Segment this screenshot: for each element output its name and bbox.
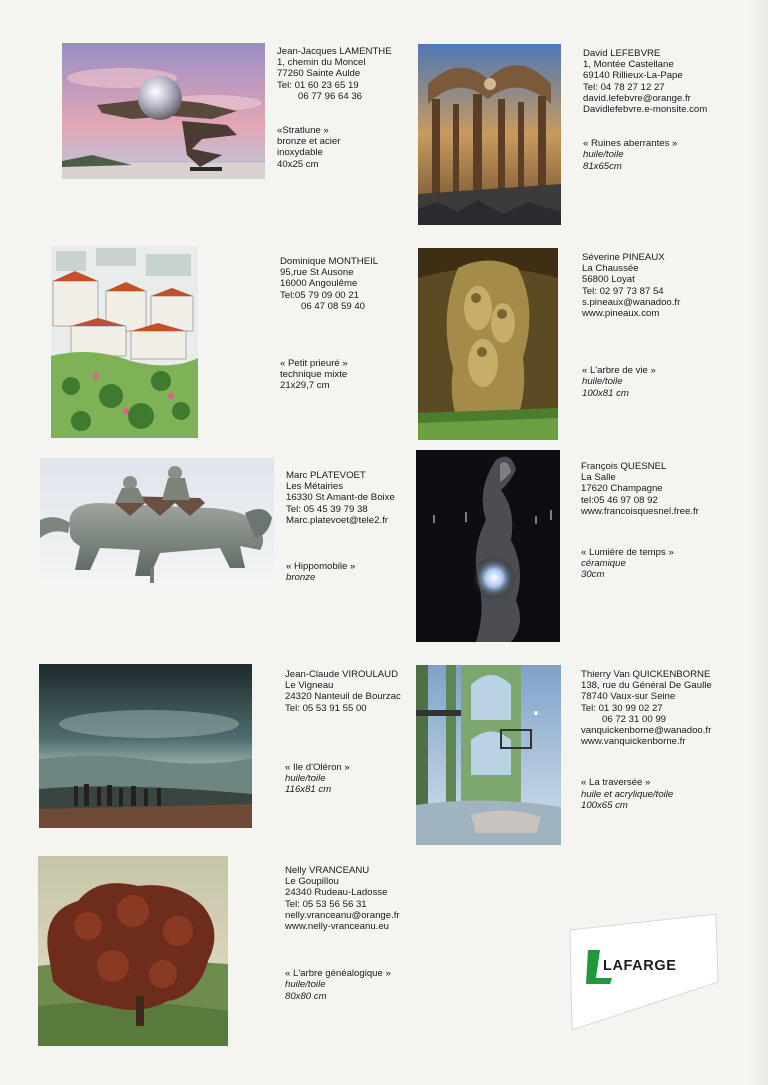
artist-phone: Tel: 05 45 39 79 38 xyxy=(286,503,368,515)
artwork-technique: huile et acrylique/toile xyxy=(581,788,674,800)
artist-email: s.pineaux@wanadoo.fr xyxy=(582,296,681,308)
artist-phone: Tel:05 79 09 00 21 xyxy=(280,289,359,301)
artist-email: Marc.platevoet@tele2.fr xyxy=(286,514,388,526)
artist-phone: Tel: 05 53 91 55 00 xyxy=(285,702,367,714)
artist-address: 1, chemin du Moncel xyxy=(277,57,366,69)
artist-name: David LEFEBVRE xyxy=(583,48,661,59)
artist-info-pineaux xyxy=(582,252,757,399)
artwork-ile-d-oleron-image xyxy=(39,664,252,828)
artwork-size: 116x81 cm xyxy=(285,784,332,796)
artist-address: 138, rue du Général De Gaulle xyxy=(581,680,712,692)
artwork-size: 80x80 cm xyxy=(285,990,327,1002)
artist-email: nelly.vranceanu@orange.fr xyxy=(285,909,400,921)
artist-phone: tel:05 46 97 08 92 xyxy=(581,494,658,506)
artist-city: 77260 Sainte Aulde xyxy=(277,68,361,80)
artwork-title: « Ile d'Oléron » xyxy=(285,761,350,773)
artwork-title: « Lumière de temps » xyxy=(581,547,674,559)
artist-phone: Tel: 01 30 99 02 27 xyxy=(581,702,663,714)
artist-address: 1, Montée Castellane xyxy=(583,59,674,71)
artwork-technique: huile/toile xyxy=(285,773,326,785)
artist-mobile: 06 77 96 64 36 xyxy=(298,90,363,102)
artwork-technique: huile/toile xyxy=(285,979,326,991)
artist-info-quesnel xyxy=(581,461,756,581)
artwork-title: « Hippomobile » xyxy=(286,561,356,573)
artist-info-lefebvre xyxy=(583,48,758,172)
artist-name: François QUESNEL xyxy=(581,461,667,472)
artist-name: Thierry Van QUICKENBORNE xyxy=(581,669,711,680)
artist-name: Jean-Claude VIROULAUD xyxy=(285,669,399,680)
artist-email: vanquickenborne@wanadoo.fr xyxy=(581,725,712,737)
artwork-size: 40x25 cm xyxy=(277,158,319,170)
artist-email: david.lefebvre@orange.fr xyxy=(583,92,691,104)
artist-address: Le Vigneau xyxy=(285,680,334,692)
artist-website: Davidlefebvre.e-monsite.com xyxy=(583,104,708,116)
artist-phone: Tel: 04 78 27 12 27 xyxy=(583,81,665,93)
artist-mobile: 06 72 31 00 99 xyxy=(602,713,667,725)
artist-info-lamenthe xyxy=(277,46,452,170)
artist-name: Marc PLATEVOET xyxy=(286,470,366,481)
artwork-technique-cont: inoxydable xyxy=(277,147,323,159)
artist-address: La Salle xyxy=(581,472,616,484)
artwork-technique: bronze et acier xyxy=(277,136,341,148)
artist-city: 69140 Rillieux-La-Pape xyxy=(583,70,683,82)
artist-info-platevoet xyxy=(286,470,461,583)
artist-city: 24320 Nanteuil de Bourzac xyxy=(285,691,401,703)
artwork-size: 21x29,7 cm xyxy=(280,380,330,392)
artist-city: 56800 Loyat xyxy=(582,274,635,286)
artwork-petit-prieure-image xyxy=(51,246,198,438)
artist-website: www.francoisquesnel.free.fr xyxy=(581,505,699,517)
artwork-title: « L'arbre généalogique » xyxy=(285,968,391,980)
artwork-technique: huile/toile xyxy=(583,149,624,161)
artist-city: 78740 Vaux-sur Seine xyxy=(581,691,676,703)
artist-name: Séverine PINEAUX xyxy=(582,252,665,263)
artist-city: 24340 Rudeau-Ladosse xyxy=(285,887,388,899)
artist-name: Nelly VRANCEANU xyxy=(285,865,370,876)
artist-name: Jean-Jacques LAMENTHE xyxy=(277,46,392,57)
artwork-title: « Ruines aberrantes » xyxy=(583,138,678,150)
artwork-title: « Petit prieuré » xyxy=(280,358,348,370)
artist-mobile: 06 47 08 59 40 xyxy=(301,300,366,312)
artwork-size: 30cm xyxy=(581,569,605,581)
artist-name: Dominique MONTHEIL xyxy=(280,256,379,267)
artist-website: www.pineaux.com xyxy=(582,308,660,320)
artist-info-montheil xyxy=(280,256,455,392)
artist-website: www.vanquickenborne.fr xyxy=(581,736,686,748)
artist-phone: Tel: 02 97 73 87 54 xyxy=(582,285,664,297)
artwork-hippomobile-image xyxy=(40,458,274,583)
artist-address: Les Métairies xyxy=(286,481,344,493)
artwork-technique: bronze xyxy=(286,572,316,584)
artwork-technique: huile/toile xyxy=(582,376,623,388)
artist-city: 16330 St Amant-de Boixe xyxy=(286,492,395,504)
lafarge-logo-card xyxy=(568,912,720,1032)
artist-info-viroulaud xyxy=(285,669,460,795)
artwork-size: 100x65 cm xyxy=(581,799,628,811)
artist-city: 16000 Angoulême xyxy=(280,278,358,290)
artwork-size: 81x65cm xyxy=(583,160,622,172)
artwork-technique: technique mixte xyxy=(280,369,348,381)
artist-info-quickenborne xyxy=(581,669,756,811)
artist-website: www.nelly-vranceanu.eu xyxy=(285,921,389,933)
artwork-arbre-genealogique-image xyxy=(38,856,228,1046)
artwork-title: « La traversée » xyxy=(581,777,651,789)
artwork-stratlune-image xyxy=(62,43,265,179)
artwork-size: 100x81 cm xyxy=(582,387,629,399)
artwork-title: «Stratlune » xyxy=(277,125,329,137)
artist-phone: Tel: 01 60 23 65 19 xyxy=(277,79,359,91)
artwork-technique: céramique xyxy=(581,558,626,570)
artwork-title: « L'arbre de vie » xyxy=(582,365,656,377)
artist-address: La Chaussée xyxy=(582,263,639,275)
artist-address: Le Goupillou xyxy=(285,876,339,888)
lafarge-logo-text: LAFARGE xyxy=(603,958,677,974)
artist-phone: Tel: 05 53 56 56 31 xyxy=(285,898,367,910)
artist-city: 17620 Champagne xyxy=(581,483,663,495)
artist-info-vranceanu xyxy=(285,865,460,1002)
artist-address: 95,rue St Ausone xyxy=(280,267,354,279)
